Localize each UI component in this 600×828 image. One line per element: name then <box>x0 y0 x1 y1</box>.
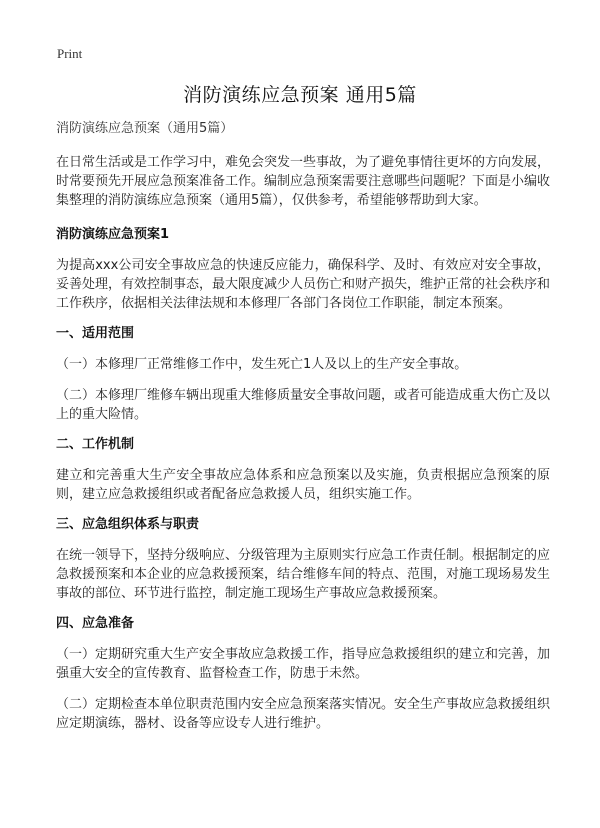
organization-heading: 三、应急组织体系与职责 <box>56 517 200 532</box>
scope-item-1: （一）本修理厂正常维修工作中，发生死亡1人及以上的生产安全事故。 <box>56 357 468 372</box>
print-link[interactable]: Print <box>57 46 83 61</box>
article-subtitle: 消防演练应急预案（通用5篇） <box>56 121 234 136</box>
section-heading: 消防演练应急预案1 <box>56 227 170 242</box>
intro-paragraph: 在日常生活或是工作学习中，难免会突发一些事故，为了避免事情往更坏的方向发展，时常要预先开展应急预案准备工作。编制应急预案需要注意哪些问题呢？下面是小编收集整理的消防演练应急预案（通用5篇），仅供参考，希望能够帮助到大家。 <box>56 155 551 208</box>
scope-item-2: （二）本修理厂维修车辆出现重大维修质量安全事故问题，或者可能造成重大伤亡及以上的重大险情。 <box>56 388 551 422</box>
preparation-item-2: （二）定期检查本单位职责范围内安全应急预案落实情况。安全生产事故应急救援组织应定期演练，器材、设备等应设专人进行维护。 <box>56 697 551 731</box>
purpose-paragraph: 为提高xxx公司安全事故应急的快速反应能力，确保科学、及时、有效应对安全事故，妥善处理，有效控制事态，最大限度减少人员伤亡和财产损失，维护正常的社会秩序和工作秩序，依据相关法律法规和本修理厂各部门各岗位工作职能，制定本预案。 <box>56 258 551 311</box>
preparation-item-1: （一）定期研究重大生产安全事故应急救援工作，指导应急救援组织的建立和完善，加强重大安全的宣传教育、监督检查工作，防患于未然。 <box>56 647 551 681</box>
preparation-heading: 四、应急准备 <box>56 616 135 631</box>
mechanism-heading: 二、工作机制 <box>56 437 135 452</box>
organization-paragraph: 在统一领导下，坚持分级响应、分级管理为主原则实行应急工作责任制。根据制定的应急救援预案和本企业的应急救援预案，结合维修车间的特点、范围，对施工现场易发生事故的部位、环节进行监控，制定施工现场生产事故应急救援预案。 <box>56 548 551 601</box>
mechanism-paragraph: 建立和完善重大生产安全事故应急体系和应急预案以及实施，负责根据应急预案的原则，建立应急救援组织或者配备应急救援人员，组织实施工作。 <box>56 468 550 502</box>
page-title: 消防演练应急预案 通用5篇 <box>183 84 417 106</box>
article-body <box>56 120 550 745</box>
scope-heading: 一、适用范围 <box>56 326 135 341</box>
